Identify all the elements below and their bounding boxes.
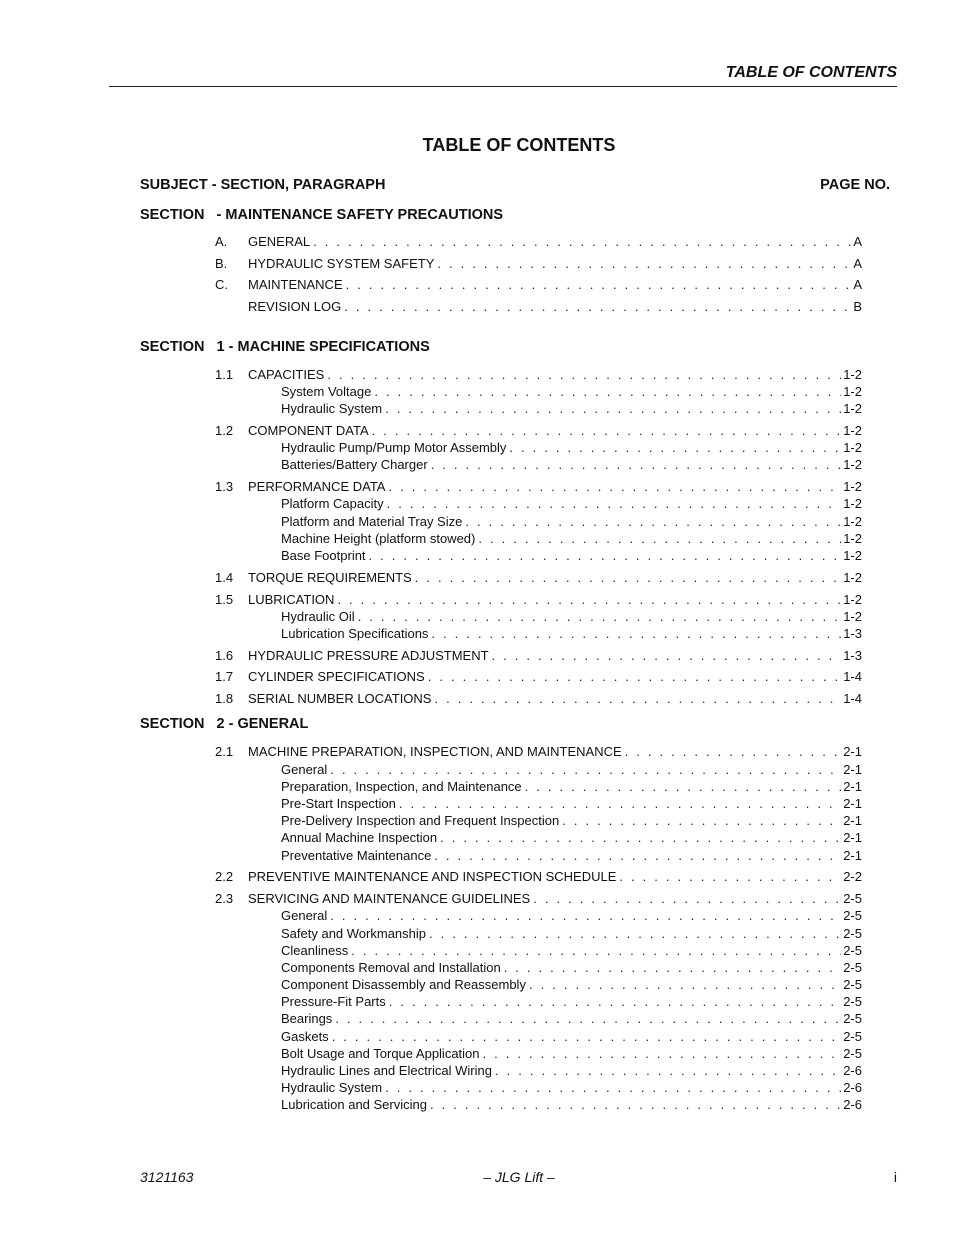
toc-entry-label: Pre-Delivery Inspection and Frequent Inspection — [281, 813, 560, 829]
toc-entry-number: 1.5 — [215, 591, 234, 607]
toc-entry-page: A — [853, 277, 862, 293]
dot-leader — [351, 942, 841, 959]
dot-leader — [525, 778, 842, 795]
toc-entry-page: A — [853, 255, 862, 271]
toc-entry-page: 2-5 — [843, 977, 862, 993]
toc-entry-label: PREVENTIVE MAINTENANCE AND INSPECTION SCHEDULE — [248, 869, 617, 885]
toc-entry[interactable] — [140, 478, 862, 495]
toc-entry-page: 1-3 — [843, 647, 862, 663]
page-column-label: PAGE NO. — [820, 177, 890, 193]
dot-leader — [385, 400, 841, 417]
dot-leader — [337, 591, 841, 608]
page-number: i — [893, 1169, 897, 1185]
toc-entry-number: 1.4 — [215, 569, 234, 585]
dot-leader — [313, 233, 851, 250]
toc-entry[interactable] — [140, 976, 862, 993]
dot-leader — [437, 255, 851, 272]
toc-entry[interactable] — [140, 993, 862, 1010]
toc-entry-page: 2-1 — [843, 778, 862, 794]
dot-leader — [562, 812, 841, 829]
toc-entry[interactable] — [140, 668, 862, 685]
toc-entry-page: 2-5 — [843, 959, 862, 975]
toc-entry[interactable] — [140, 383, 862, 400]
toc-entry-label: Batteries/Battery Charger — [281, 457, 428, 473]
dot-leader — [388, 478, 841, 495]
toc-entry-page: 1-2 — [843, 591, 862, 607]
toc-entry[interactable] — [140, 422, 862, 439]
toc-entry-page: 2-5 — [843, 908, 862, 924]
toc-entry[interactable] — [140, 255, 862, 272]
toc-entry[interactable] — [140, 495, 862, 512]
toc-entry-page: 1-4 — [843, 669, 862, 685]
dot-leader — [533, 890, 841, 907]
toc-entry[interactable] — [140, 233, 862, 250]
toc-entry-label: Bearings — [281, 1011, 333, 1027]
running-head: TABLE OF CONTENTS — [725, 64, 897, 81]
toc-entry-number: 2.1 — [215, 744, 234, 760]
toc-entry[interactable] — [140, 456, 862, 473]
toc-entry-page: 2-6 — [843, 1097, 862, 1113]
toc-entry[interactable] — [140, 847, 862, 864]
toc-entry-page: 2-1 — [843, 796, 862, 812]
toc-entry-page: 1-2 — [843, 547, 862, 563]
toc-entry-label: TORQUE REQUIREMENTS — [248, 569, 412, 585]
dot-leader — [478, 530, 841, 547]
toc-entry-label: Base Footprint — [281, 547, 366, 563]
toc-entry-page: 2-2 — [843, 869, 862, 885]
toc-entry-number: C. — [215, 277, 228, 293]
toc-entry-label: LUBRICATION — [248, 591, 335, 607]
toc-entry-page: 2-1 — [843, 744, 862, 760]
dot-leader — [389, 993, 841, 1010]
toc-entry-label: Component Disassembly and Reassembly — [281, 977, 526, 993]
dot-leader — [335, 1010, 841, 1027]
toc-entry-label: MAINTENANCE — [248, 277, 343, 293]
toc-entry-number: B. — [215, 255, 228, 271]
dot-leader — [330, 907, 841, 924]
toc-entry-page: 2-1 — [843, 830, 862, 846]
toc-entry-page: B — [853, 298, 862, 314]
toc-entry-page: 1-2 — [843, 569, 862, 585]
toc-entry-page: A — [853, 234, 862, 249]
toc-entry-page: 1-2 — [843, 608, 862, 624]
toc-entry[interactable] — [140, 530, 862, 547]
toc-entry-label: SERVICING AND MAINTENANCE GUIDELINES — [248, 891, 531, 907]
toc-entry[interactable] — [140, 942, 862, 959]
toc-entry-page: 1-2 — [843, 496, 862, 512]
toc-entry-number: 2.2 — [215, 869, 234, 885]
toc-entry-number: 2.3 — [215, 891, 234, 907]
toc-entry-page: 2-5 — [843, 942, 862, 958]
dot-leader — [415, 569, 841, 586]
toc-entry[interactable] — [140, 907, 862, 924]
toc-entry[interactable] — [140, 400, 862, 417]
page-title: TABLE OF CONTENTS — [422, 135, 616, 155]
toc-entry-label: Safety and Workmanship — [281, 925, 426, 941]
toc-entry-label: Preventative Maintenance — [281, 847, 432, 863]
toc-entry-page: 1-2 — [843, 513, 862, 529]
toc-entry-page: 1-2 — [843, 479, 862, 495]
dot-leader — [358, 608, 842, 625]
toc-entry-page: 2-1 — [843, 847, 862, 863]
toc-entry-page: 1-2 — [843, 530, 862, 546]
toc-entry[interactable] — [140, 608, 862, 625]
toc-entry[interactable] — [140, 366, 862, 383]
toc-entry[interactable] — [140, 547, 862, 564]
document-number: 3121163 — [140, 1169, 194, 1185]
toc-entry[interactable] — [140, 439, 862, 456]
dot-leader — [429, 925, 841, 942]
dot-leader — [431, 456, 842, 473]
toc-entry-page: 1-3 — [843, 625, 862, 641]
toc-entry-label: Hydraulic System — [281, 401, 383, 417]
toc-entry-page: 2-5 — [843, 1045, 862, 1061]
toc-entry[interactable] — [140, 569, 862, 586]
toc-entry-label: Pre-Start Inspection — [281, 796, 396, 812]
toc-entry-page: 1-4 — [843, 691, 862, 707]
dot-leader — [346, 276, 852, 293]
toc-entry-label: Hydraulic Pump/Pump Motor Assembly — [281, 440, 507, 456]
dot-leader — [465, 513, 841, 530]
toc-entry-page: 1-2 — [843, 423, 862, 439]
toc-entry-label: HYDRAULIC PRESSURE ADJUSTMENT — [248, 647, 489, 663]
toc-entry-label: Preparation, Inspection, and Maintenance — [281, 778, 522, 794]
toc-entry[interactable] — [140, 298, 862, 315]
toc-entry[interactable] — [140, 1010, 862, 1027]
toc-entry-number: 1.8 — [215, 691, 234, 707]
dot-leader — [430, 1096, 841, 1113]
toc-entry-label: General — [281, 908, 328, 924]
toc-entry[interactable] — [140, 647, 862, 664]
toc-entry-page: 2-6 — [843, 1063, 862, 1079]
dot-leader — [619, 868, 841, 885]
table-of-contents — [140, 205, 862, 1114]
toc-entry-label: Bolt Usage and Torque Application — [281, 1045, 480, 1061]
toc-entry-label: REVISION LOG — [248, 298, 342, 314]
toc-entry-label: Lubrication and Servicing — [281, 1097, 427, 1113]
header-rule — [109, 86, 897, 87]
toc-entry-label: CAPACITIES — [248, 366, 325, 382]
dot-leader — [369, 547, 842, 564]
dot-leader — [387, 495, 842, 512]
dot-leader — [509, 439, 841, 456]
dot-leader — [434, 690, 841, 707]
toc-entry-number: 1.2 — [215, 423, 234, 439]
toc-entry-label: Components Removal and Installation — [281, 959, 501, 975]
dot-leader — [483, 1045, 842, 1062]
toc-entry[interactable] — [140, 1062, 862, 1079]
toc-entry-label: COMPONENT DATA — [248, 423, 369, 439]
toc-entry-label: Platform and Material Tray Size — [281, 513, 463, 529]
toc-entry-label: Hydraulic System — [281, 1080, 383, 1096]
toc-entry[interactable] — [140, 959, 862, 976]
toc-entry[interactable] — [140, 778, 862, 795]
dot-leader — [428, 668, 841, 685]
toc-entry-label: Platform Capacity — [281, 496, 384, 512]
toc-entry[interactable] — [140, 925, 862, 942]
toc-entry-page: 2-1 — [843, 813, 862, 829]
footer-brand: – JLG Lift – — [483, 1169, 555, 1185]
toc-entry-number: A. — [215, 234, 228, 249]
toc-entry[interactable] — [140, 795, 862, 812]
toc-entry[interactable] — [140, 743, 862, 760]
toc-entry[interactable] — [140, 591, 862, 608]
toc-entry-label: HYDRAULIC SYSTEM SAFETY — [248, 255, 435, 271]
dot-leader — [495, 1062, 841, 1079]
dot-leader — [344, 298, 851, 315]
toc-entry-label: Hydraulic Oil — [281, 608, 355, 624]
dot-leader — [374, 383, 841, 400]
toc-entry-label: Cleanliness — [281, 942, 349, 958]
toc-entry-label: CYLINDER SPECIFICATIONS — [248, 669, 425, 685]
toc-entry-number: 1.6 — [215, 647, 234, 663]
toc-entry[interactable] — [140, 1028, 862, 1045]
dot-leader — [327, 366, 841, 383]
dot-leader — [399, 795, 841, 812]
toc-entry[interactable] — [140, 1079, 862, 1096]
dot-leader — [385, 1079, 841, 1096]
toc-entry-label: GENERAL — [248, 234, 311, 249]
toc-entry-label: PERFORMANCE DATA — [248, 479, 386, 495]
dot-leader — [492, 647, 842, 664]
section-title: SECTION 2 - GENERAL — [140, 716, 309, 733]
toc-entry[interactable] — [140, 1045, 862, 1062]
toc-entry-label: Annual Machine Inspection — [281, 830, 438, 846]
toc-entry[interactable] — [140, 276, 862, 293]
toc-entry[interactable] — [140, 890, 862, 907]
toc-entry-label: SERIAL NUMBER LOCATIONS — [248, 691, 432, 707]
dot-leader — [504, 959, 842, 976]
toc-entry-page: 2-1 — [843, 761, 862, 777]
dot-leader — [625, 743, 842, 760]
dot-leader — [440, 829, 841, 846]
toc-entry[interactable] — [140, 829, 862, 846]
toc-entry-page: 1-2 — [843, 457, 862, 473]
toc-entry-page: 2-5 — [843, 925, 862, 941]
toc-entry[interactable] — [140, 1096, 862, 1113]
toc-entry-page: 1-2 — [843, 440, 862, 456]
column-headings — [140, 177, 890, 193]
toc-entry-label: Lubrication Specifications — [281, 625, 429, 641]
toc-entry-label: General — [281, 761, 328, 777]
toc-entry-label: Machine Height (platform stowed) — [281, 530, 476, 546]
toc-entry-number: 1.1 — [215, 366, 234, 382]
toc-entry[interactable] — [140, 625, 862, 642]
dot-leader — [332, 1028, 842, 1045]
subject-column-label: SUBJECT - SECTION, PARAGRAPH — [140, 177, 386, 193]
dot-leader — [330, 761, 841, 778]
toc-entry-label: Hydraulic Lines and Electrical Wiring — [281, 1063, 492, 1079]
toc-entry-label: MACHINE PREPARATION, INSPECTION, AND MAINTENANCE — [248, 744, 622, 760]
dot-leader — [434, 847, 841, 864]
toc-entry[interactable] — [140, 868, 862, 885]
toc-entry-page: 2-5 — [843, 891, 862, 907]
section-title: SECTION - MAINTENANCE SAFETY PRECAUTIONS — [140, 207, 504, 223]
dot-leader — [529, 976, 841, 993]
toc-entry-label: System Voltage — [281, 384, 372, 400]
toc-entry-page: 1-2 — [843, 384, 862, 400]
dot-leader — [431, 625, 841, 642]
dot-leader — [372, 422, 842, 439]
toc-entry-page: 2-6 — [843, 1080, 862, 1096]
toc-entry-label: Gaskets — [281, 1028, 329, 1044]
toc-entry-page: 2-5 — [843, 994, 862, 1010]
toc-entry-page: 1-2 — [843, 366, 862, 382]
section-title: SECTION 1 - MACHINE SPECIFICATIONS — [140, 338, 430, 355]
toc-entry-number: 1.7 — [215, 669, 234, 685]
toc-entry-number: 1.3 — [215, 479, 234, 495]
toc-entry[interactable] — [140, 761, 862, 778]
toc-entry[interactable] — [140, 513, 862, 530]
toc-entry-label: Pressure-Fit Parts — [281, 994, 386, 1010]
toc-entry[interactable] — [140, 812, 862, 829]
toc-entry[interactable] — [140, 690, 862, 707]
toc-entry-page: 2-5 — [843, 1011, 862, 1027]
toc-entry-page: 2-5 — [843, 1028, 862, 1044]
toc-entry-page: 1-2 — [843, 401, 862, 417]
